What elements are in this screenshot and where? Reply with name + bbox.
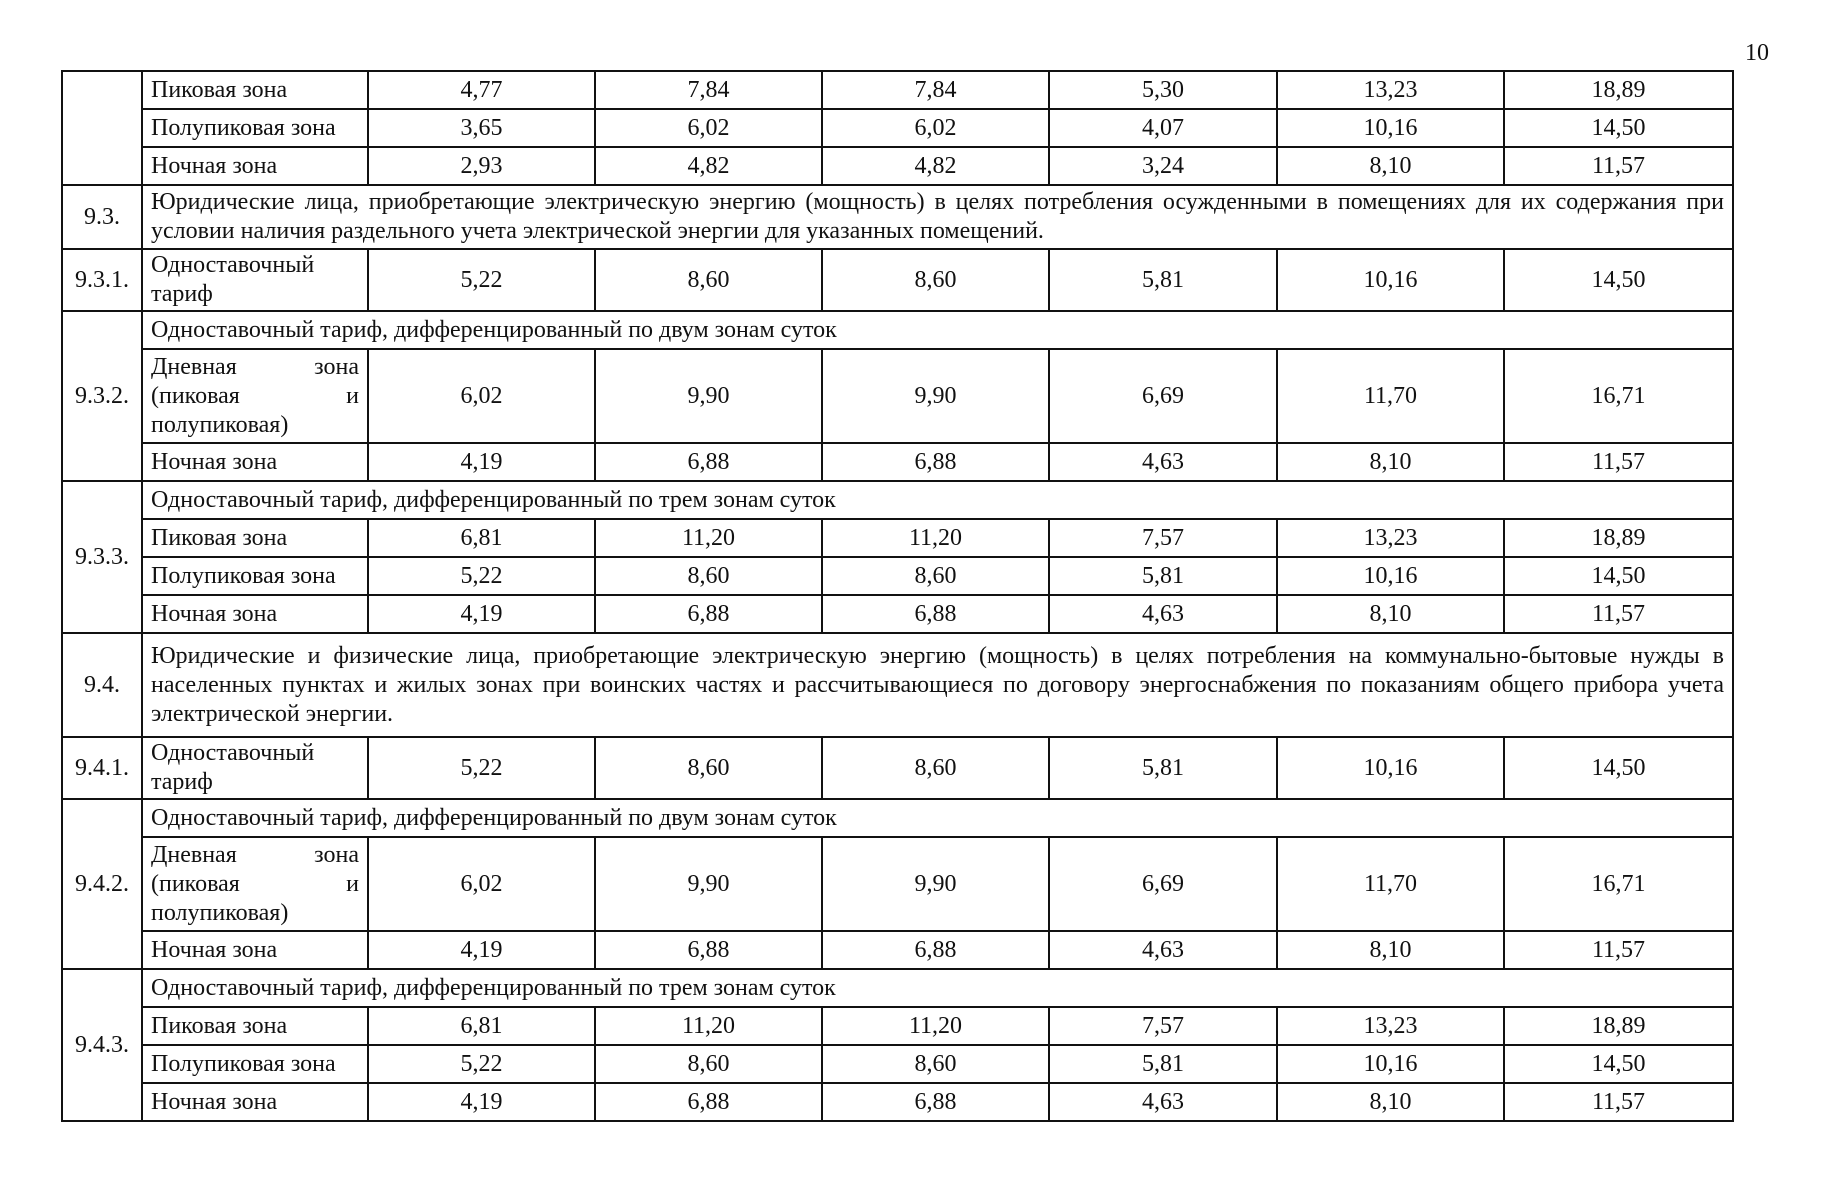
value-cell: 4,19	[368, 595, 595, 633]
value-cell: 3,65	[368, 109, 595, 147]
value-cell: 8,60	[822, 737, 1049, 799]
row-code: 9.4.2.	[62, 799, 142, 969]
table-row	[62, 837, 1733, 931]
value-cell: 6,02	[822, 109, 1049, 147]
value-cell: 10,16	[1277, 249, 1504, 311]
value-cell: 13,23	[1277, 1007, 1504, 1045]
value-cell: 14,50	[1504, 737, 1733, 799]
table-row	[62, 443, 1733, 481]
subsection-row	[62, 799, 1733, 837]
row-label: Дневная зона (пиковая и полупиковая)	[142, 349, 368, 443]
value-cell: 6,02	[368, 837, 595, 931]
value-cell: 6,88	[822, 1083, 1049, 1121]
value-cell: 8,60	[822, 1045, 1049, 1083]
value-cell: 4,19	[368, 443, 595, 481]
row-label: Ночная зона	[142, 595, 368, 633]
value-cell: 8,60	[822, 557, 1049, 595]
value-cell: 13,23	[1277, 519, 1504, 557]
value-cell: 6,02	[368, 349, 595, 443]
row-label: Одноставочный тариф	[142, 249, 368, 311]
value-cell: 4,82	[822, 147, 1049, 185]
value-cell: 6,88	[822, 931, 1049, 969]
value-cell: 11,70	[1277, 837, 1504, 931]
row-label: Пиковая зона	[142, 71, 368, 109]
section-row	[62, 185, 1733, 249]
value-cell: 13,23	[1277, 71, 1504, 109]
table-row	[62, 349, 1733, 443]
value-cell: 7,57	[1049, 1007, 1277, 1045]
table-row	[62, 557, 1733, 595]
value-cell: 8,10	[1277, 931, 1504, 969]
table-row	[62, 109, 1733, 147]
value-cell: 11,20	[595, 519, 822, 557]
value-cell: 2,93	[368, 147, 595, 185]
row-code: 9.3.2.	[62, 311, 142, 481]
section-row	[62, 633, 1733, 737]
section-code: 9.4.	[62, 633, 142, 737]
value-cell: 9,90	[595, 837, 822, 931]
value-cell: 6,88	[822, 595, 1049, 633]
row-label: Пиковая зона	[142, 519, 368, 557]
table-row	[62, 1007, 1733, 1045]
value-cell: 5,22	[368, 737, 595, 799]
value-cell: 8,60	[595, 737, 822, 799]
subsection-title: Одноставочный тариф, дифференцированный по двум зонам суток	[142, 799, 1733, 837]
value-cell: 4,63	[1049, 443, 1277, 481]
subsection-row	[62, 481, 1733, 519]
value-cell: 4,63	[1049, 595, 1277, 633]
value-cell: 11,20	[595, 1007, 822, 1045]
value-cell: 4,63	[1049, 931, 1277, 969]
value-cell: 3,24	[1049, 147, 1277, 185]
value-cell: 6,81	[368, 519, 595, 557]
row-label: Одноставочный тариф	[142, 737, 368, 799]
value-cell: 8,10	[1277, 1083, 1504, 1121]
row-code: 9.3.1.	[62, 249, 142, 311]
value-cell: 4,63	[1049, 1083, 1277, 1121]
row-code: 9.4.3.	[62, 969, 142, 1121]
value-cell: 5,22	[368, 249, 595, 311]
subsection-row	[62, 969, 1733, 1007]
table-row	[62, 71, 1733, 109]
value-cell: 5,81	[1049, 249, 1277, 311]
value-cell: 7,84	[822, 71, 1049, 109]
page-number: 10	[1745, 40, 1769, 66]
table-row	[62, 249, 1733, 311]
value-cell: 11,20	[822, 519, 1049, 557]
value-cell: 8,60	[595, 1045, 822, 1083]
value-cell: 16,71	[1504, 837, 1733, 931]
table-row	[62, 737, 1733, 799]
value-cell: 5,30	[1049, 71, 1277, 109]
value-cell: 4,82	[595, 147, 822, 185]
value-cell: 14,50	[1504, 249, 1733, 311]
value-cell: 9,90	[822, 349, 1049, 443]
value-cell: 5,22	[368, 1045, 595, 1083]
table-row	[62, 595, 1733, 633]
value-cell: 8,60	[595, 557, 822, 595]
value-cell: 6,02	[595, 109, 822, 147]
row-label: Ночная зона	[142, 1083, 368, 1121]
value-cell: 11,57	[1504, 443, 1733, 481]
value-cell: 8,10	[1277, 443, 1504, 481]
section-description: Юридические и физические лица, приобретающие электрическую энергию (мощность) в целях потребления на коммунально-бытовые нужды в населенных пунктах и жилых зонах при воинских частях и рассчитывающиеся по договору энергоснабжения по показаниям общего прибора учета электрической энергии.	[142, 633, 1733, 737]
row-label: Ночная зона	[142, 931, 368, 969]
subsection-row	[62, 311, 1733, 349]
subsection-title: Одноставочный тариф, дифференцированный по трем зонам суток	[142, 969, 1733, 1007]
value-cell: 18,89	[1504, 71, 1733, 109]
value-cell: 9,90	[822, 837, 1049, 931]
value-cell: 6,88	[595, 595, 822, 633]
value-cell: 9,90	[595, 349, 822, 443]
table-row	[62, 1045, 1733, 1083]
subsection-title: Одноставочный тариф, дифференцированный по трем зонам суток	[142, 481, 1733, 519]
row-code	[62, 71, 142, 185]
row-label: Полупиковая зона	[142, 557, 368, 595]
value-cell: 6,88	[595, 1083, 822, 1121]
section-description: Юридические лица, приобретающие электрическую энергию (мощность) в целях потребления осужденными в помещениях для их содержания при условии наличия раздельного учета электрической энергии для указанных помещений.	[142, 185, 1733, 249]
value-cell: 5,81	[1049, 1045, 1277, 1083]
value-cell: 5,22	[368, 557, 595, 595]
subsection-title: Одноставочный тариф, дифференцированный по двум зонам суток	[142, 311, 1733, 349]
value-cell: 7,84	[595, 71, 822, 109]
value-cell: 6,88	[595, 931, 822, 969]
value-cell: 8,10	[1277, 595, 1504, 633]
value-cell: 4,77	[368, 71, 595, 109]
value-cell: 10,16	[1277, 109, 1504, 147]
value-cell: 16,71	[1504, 349, 1733, 443]
value-cell: 11,57	[1504, 1083, 1733, 1121]
value-cell: 11,57	[1504, 931, 1733, 969]
table-row	[62, 147, 1733, 185]
row-code: 9.3.3.	[62, 481, 142, 633]
value-cell: 4,07	[1049, 109, 1277, 147]
value-cell: 8,60	[822, 249, 1049, 311]
value-cell: 14,50	[1504, 109, 1733, 147]
value-cell: 6,69	[1049, 837, 1277, 931]
row-label: Пиковая зона	[142, 1007, 368, 1045]
value-cell: 5,81	[1049, 557, 1277, 595]
table-row	[62, 1083, 1733, 1121]
value-cell: 6,81	[368, 1007, 595, 1045]
row-label: Полупиковая зона	[142, 109, 368, 147]
value-cell: 8,60	[595, 249, 822, 311]
value-cell: 11,70	[1277, 349, 1504, 443]
value-cell: 14,50	[1504, 557, 1733, 595]
value-cell: 11,57	[1504, 147, 1733, 185]
value-cell: 4,19	[368, 931, 595, 969]
row-label: Полупиковая зона	[142, 1045, 368, 1083]
value-cell: 10,16	[1277, 737, 1504, 799]
row-label: Дневная зона (пиковая и полупиковая)	[142, 837, 368, 931]
value-cell: 6,88	[822, 443, 1049, 481]
value-cell: 10,16	[1277, 557, 1504, 595]
table-row	[62, 931, 1733, 969]
value-cell: 5,81	[1049, 737, 1277, 799]
tariff-table	[61, 70, 1734, 1122]
value-cell: 18,89	[1504, 1007, 1733, 1045]
row-label: Ночная зона	[142, 147, 368, 185]
value-cell: 18,89	[1504, 519, 1733, 557]
table-row	[62, 519, 1733, 557]
value-cell: 11,20	[822, 1007, 1049, 1045]
value-cell: 7,57	[1049, 519, 1277, 557]
value-cell: 6,88	[595, 443, 822, 481]
value-cell: 4,19	[368, 1083, 595, 1121]
value-cell: 14,50	[1504, 1045, 1733, 1083]
value-cell: 11,57	[1504, 595, 1733, 633]
value-cell: 8,10	[1277, 147, 1504, 185]
section-code: 9.3.	[62, 185, 142, 249]
row-label: Ночная зона	[142, 443, 368, 481]
value-cell: 6,69	[1049, 349, 1277, 443]
value-cell: 10,16	[1277, 1045, 1504, 1083]
row-code: 9.4.1.	[62, 737, 142, 799]
